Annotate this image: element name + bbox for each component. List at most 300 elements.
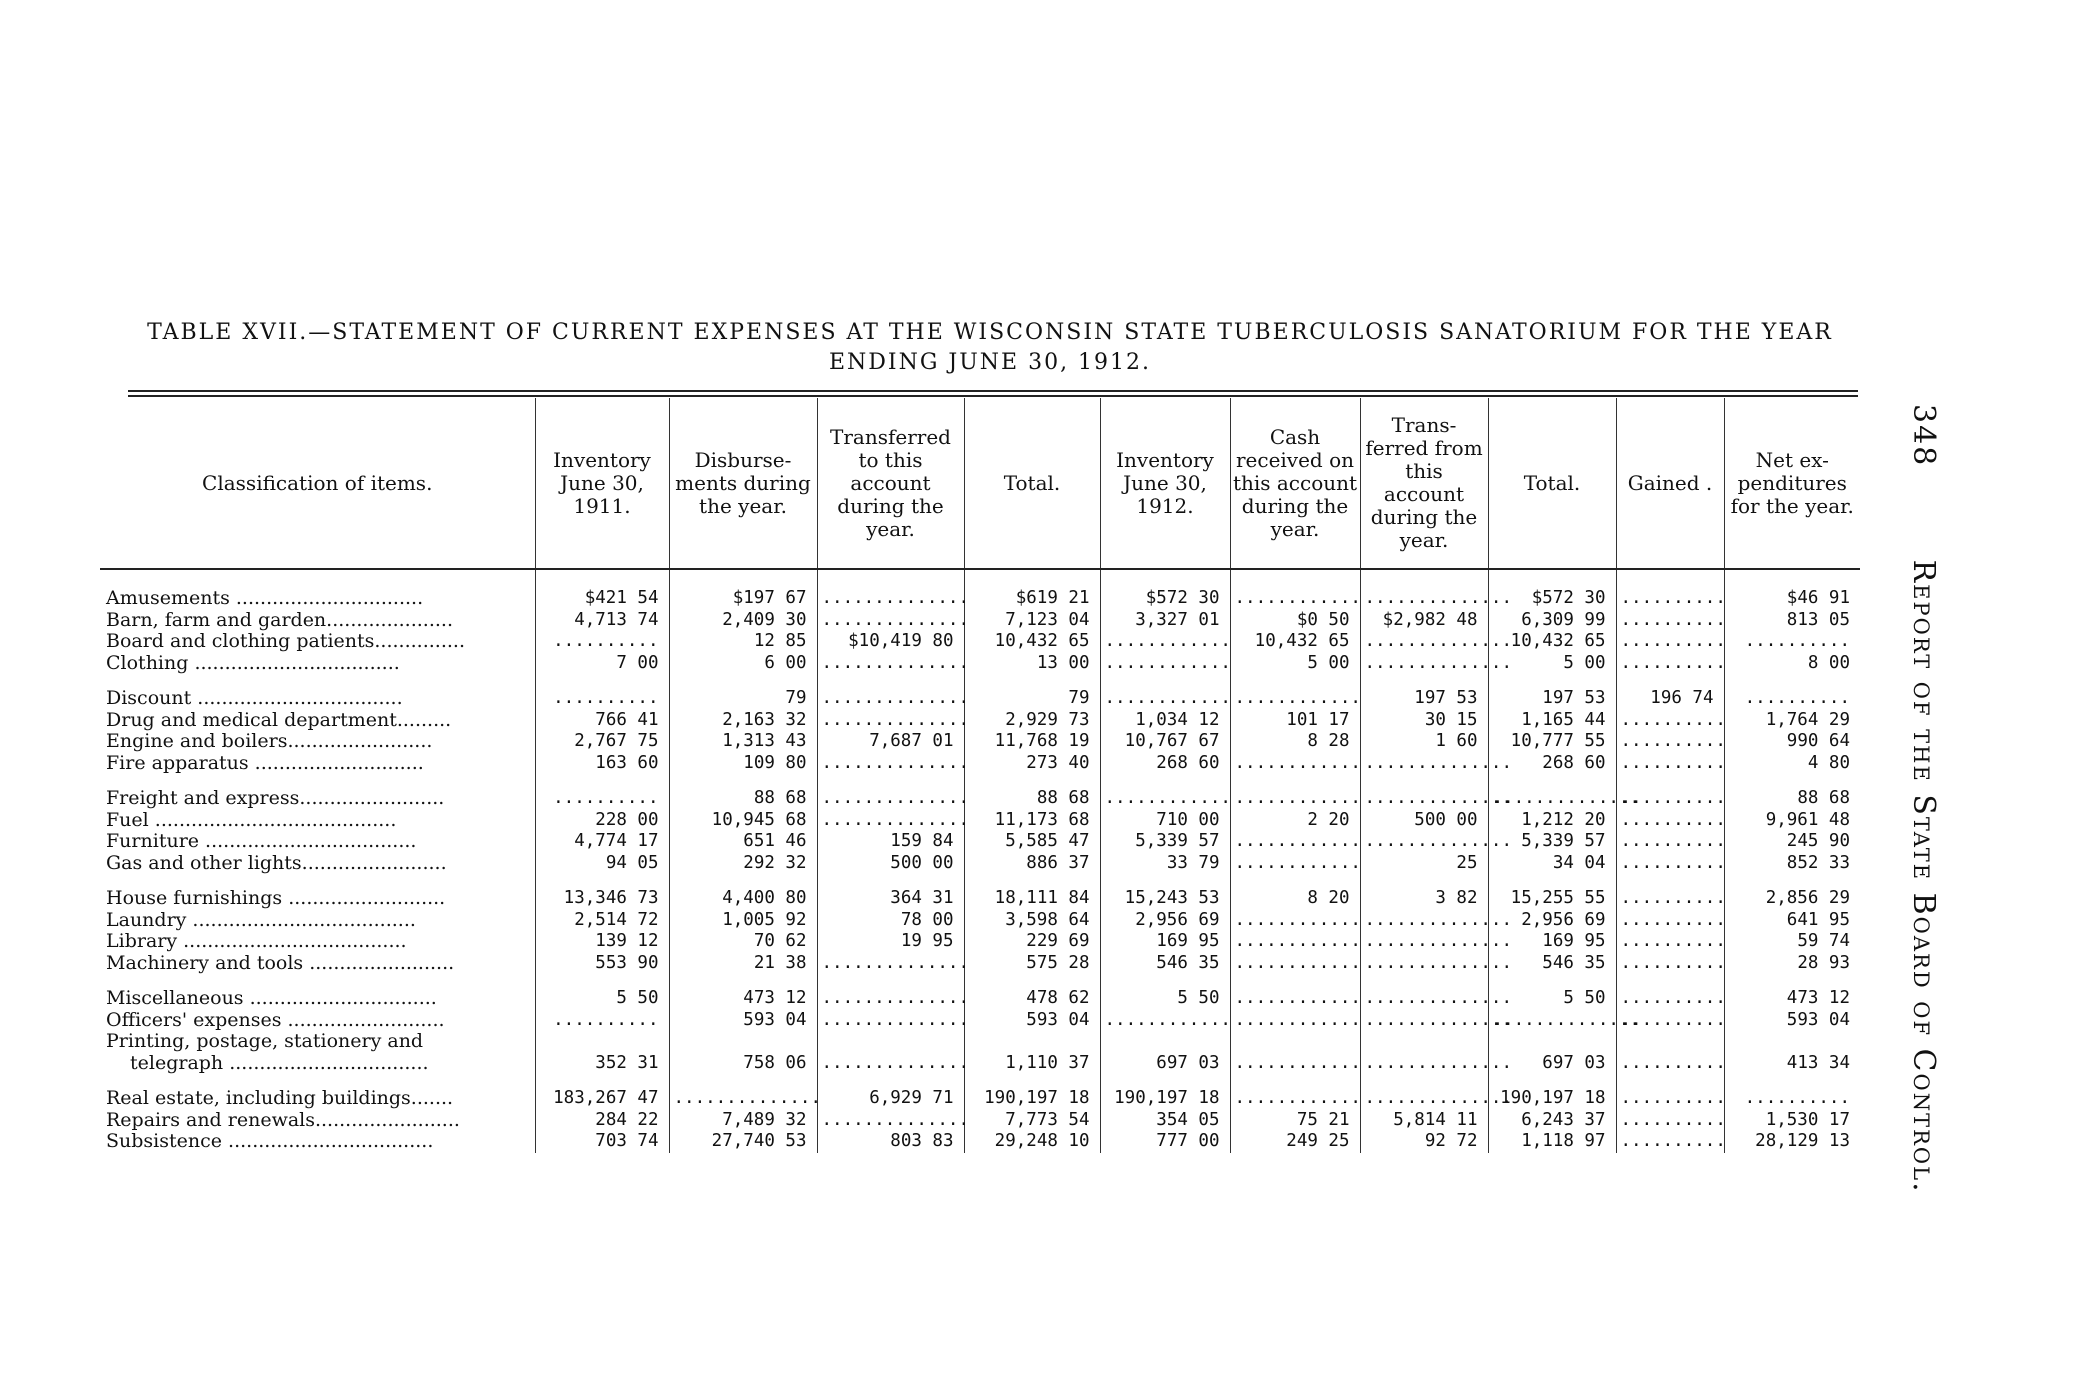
spacer-cell: [535, 974, 669, 988]
value-cell: 10,945 68: [669, 810, 817, 832]
value-cell: 2,856 29: [1724, 888, 1860, 910]
value-cell: 1,005 92: [669, 910, 817, 932]
value-cell: [964, 1031, 1100, 1053]
table-row: [100, 910, 1860, 932]
spacer-cell: [1100, 874, 1230, 888]
spacer-cell: [100, 1074, 535, 1088]
value-cell: ..............: [817, 1110, 964, 1132]
value-cell: ..............: [1360, 1053, 1488, 1075]
item-label: Clothing ..................................: [106, 652, 400, 674]
col-header: Gained .: [1616, 398, 1724, 569]
value-cell: ..........: [1616, 910, 1724, 932]
value-cell: 641 95: [1724, 910, 1860, 932]
value-cell: 2,409 30: [669, 610, 817, 632]
spacer-cell: [817, 569, 964, 588]
value-cell: 228 00: [535, 810, 669, 832]
value-cell: ..............: [817, 753, 964, 775]
value-cell: 245 90: [1724, 831, 1860, 853]
value-cell: 78 00: [817, 910, 964, 932]
table-title: [120, 318, 1860, 378]
value-cell: ..............: [1360, 931, 1488, 953]
spacer-cell: [964, 674, 1100, 688]
item-label: Fire apparatus ............................: [106, 752, 424, 774]
spacer-cell: [1616, 874, 1724, 888]
spacer-cell: [1724, 569, 1860, 588]
item-label: Freight and express........................: [106, 788, 445, 809]
value-cell: 5 50: [535, 988, 669, 1010]
value-cell: 1,530 17: [1724, 1110, 1860, 1132]
spacer-cell: [817, 674, 964, 688]
value-cell: 352 31: [535, 1053, 669, 1075]
group-spacer: [100, 774, 1860, 788]
col-header: Transferred to this account during the year.: [817, 398, 964, 569]
table-row: [100, 1053, 1860, 1075]
value-cell: 190,197 18: [1100, 1088, 1230, 1110]
spacer-cell: [100, 974, 535, 988]
item-label: Subsistence ..................................: [106, 1131, 434, 1152]
item-label: Fuel ........................................: [106, 809, 397, 831]
spacer-cell: [1488, 674, 1616, 688]
value-cell: 546 35: [1100, 953, 1230, 975]
title-line-2: ENDING JUNE 30, 1912.: [828, 350, 1152, 375]
value-cell: ............: [1100, 788, 1230, 810]
value-cell: 15,243 53: [1100, 888, 1230, 910]
value-cell: ..........: [1616, 1053, 1724, 1075]
table-row: [100, 631, 1860, 653]
value-cell: ..............: [1360, 788, 1488, 810]
running-head-text: Report of the State Board of Control.: [1906, 559, 1941, 1194]
value-cell: 284 22: [535, 1110, 669, 1132]
value-cell: 101 17: [1230, 710, 1360, 732]
item-label: Officers' expenses ..........................: [106, 1009, 445, 1031]
value-cell: ..........: [1616, 853, 1724, 875]
value-cell: ............: [1230, 910, 1360, 932]
spacer-cell: [1616, 974, 1724, 988]
spacer-cell: [1100, 774, 1230, 788]
value-cell: ............: [1100, 1010, 1230, 1032]
value-cell: ..........: [1616, 610, 1724, 632]
group-spacer: [100, 569, 1860, 588]
value-cell: 8 28: [1230, 731, 1360, 753]
table-row: [100, 610, 1860, 632]
value-cell: 5,339 57: [1100, 831, 1230, 853]
value-cell: 94 05: [535, 853, 669, 875]
value-cell: 268 60: [1100, 753, 1230, 775]
value-cell: 758 06: [669, 1053, 817, 1075]
table-row: [100, 953, 1860, 975]
spacer-cell: [100, 774, 535, 788]
value-cell: 6,243 37: [1488, 1110, 1616, 1132]
value-cell: 703 74: [535, 1131, 669, 1153]
value-cell: ............: [1230, 1088, 1360, 1110]
value-cell: ..........: [535, 1010, 669, 1032]
value-cell: ..............: [669, 1088, 817, 1110]
value-cell: 2,767 75: [535, 731, 669, 753]
table-row: [100, 1010, 1860, 1032]
spacer-cell: [1724, 974, 1860, 988]
value-cell: 10,432 65: [964, 631, 1100, 653]
table-row: [100, 831, 1860, 853]
col-header: Inventory June 30, 1911.: [535, 398, 669, 569]
value-cell: 5,814 11: [1360, 1110, 1488, 1132]
value-cell: [817, 1031, 964, 1053]
spacer-cell: [964, 774, 1100, 788]
value-cell: ..........: [1616, 653, 1724, 675]
header-row: [100, 398, 1860, 569]
value-cell: ............: [1230, 931, 1360, 953]
value-cell: ..............: [817, 688, 964, 710]
value-cell: ..........: [1616, 631, 1724, 653]
table-row: [100, 753, 1860, 775]
value-cell: 9,961 48: [1724, 810, 1860, 832]
value-cell: 886 37: [964, 853, 1100, 875]
value-cell: 197 53: [1488, 688, 1616, 710]
value-cell: ..............: [817, 710, 964, 732]
value-cell: 2 20: [1230, 810, 1360, 832]
spacer-cell: [535, 674, 669, 688]
spacer-cell: [1230, 674, 1360, 688]
value-cell: 354 05: [1100, 1110, 1230, 1132]
value-cell: ..........: [1616, 931, 1724, 953]
value-cell: [535, 1031, 669, 1053]
value-cell: ..............: [817, 653, 964, 675]
value-cell: [1360, 1031, 1488, 1053]
value-cell: ..........: [1616, 1088, 1724, 1110]
value-cell: 5 50: [1488, 988, 1616, 1010]
value-cell: 190,197 18: [1488, 1088, 1616, 1110]
spacer-cell: [1360, 674, 1488, 688]
item-label: Printing, postage, stationery and: [106, 1031, 424, 1052]
spacer-cell: [817, 774, 964, 788]
value-cell: 500 00: [1360, 810, 1488, 832]
col-header: Net ex- penditures for the year.: [1724, 398, 1860, 569]
value-cell: ..........: [1616, 788, 1724, 810]
value-cell: 473 12: [669, 988, 817, 1010]
spacer-cell: [1616, 674, 1724, 688]
value-cell: 109 80: [669, 753, 817, 775]
spacer-cell: [669, 874, 817, 888]
spacer-cell: [1230, 774, 1360, 788]
value-cell: 75 21: [1230, 1110, 1360, 1132]
spacer-cell: [100, 569, 535, 588]
value-cell: $572 30: [1100, 588, 1230, 610]
value-cell: ..............: [817, 810, 964, 832]
value-cell: ..............: [1360, 1088, 1488, 1110]
table-row: [100, 688, 1860, 710]
value-cell: ..........: [1616, 810, 1724, 832]
value-cell: ............: [1230, 588, 1360, 610]
value-cell: [1724, 1031, 1860, 1053]
value-cell: 803 83: [817, 1131, 964, 1153]
value-cell: 169 95: [1100, 931, 1230, 953]
item-label: Amusements ...............................: [106, 588, 424, 609]
value-cell: [1488, 1031, 1616, 1053]
spacer-cell: [817, 1074, 964, 1088]
spacer-cell: [1616, 774, 1724, 788]
value-cell: 79: [964, 688, 1100, 710]
item-label: House furnishings ..........................: [106, 888, 446, 909]
value-cell: ............: [1100, 631, 1230, 653]
spacer-cell: [817, 974, 964, 988]
value-cell: ..........: [1616, 588, 1724, 610]
value-cell: 7 00: [535, 653, 669, 675]
value-cell: 4,713 74: [535, 610, 669, 632]
spacer-cell: [669, 974, 817, 988]
value-cell: ..............: [1360, 653, 1488, 675]
value-cell: 697 03: [1100, 1053, 1230, 1075]
item-label: Engine and boilers........................: [106, 731, 433, 752]
value-cell: ..............: [817, 788, 964, 810]
value-cell: 593 04: [964, 1010, 1100, 1032]
value-cell: 28,129 13: [1724, 1131, 1860, 1153]
table-row: [100, 853, 1860, 875]
spacer-cell: [669, 1074, 817, 1088]
value-cell: 29,248 10: [964, 1131, 1100, 1153]
value-cell: 1,313 43: [669, 731, 817, 753]
value-cell: 7,489 32: [669, 1110, 817, 1132]
spacer-cell: [535, 569, 669, 588]
value-cell: 13 00: [964, 653, 1100, 675]
value-cell: 6,929 71: [817, 1088, 964, 1110]
value-cell: 5,339 57: [1488, 831, 1616, 853]
value-cell: 1,034 12: [1100, 710, 1230, 732]
value-cell: ..............: [817, 588, 964, 610]
item-label: Repairs and renewals........................: [106, 1109, 460, 1131]
value-cell: ..............: [1360, 1010, 1488, 1032]
value-cell: 268 60: [1488, 753, 1616, 775]
spacer-cell: [535, 774, 669, 788]
value-cell: ..............: [817, 953, 964, 975]
value-cell: 5,585 47: [964, 831, 1100, 853]
value-cell: 28 93: [1724, 953, 1860, 975]
table-row: [100, 988, 1860, 1010]
value-cell: ............: [1230, 853, 1360, 875]
value-cell: 364 31: [817, 888, 964, 910]
value-cell: ..............: [1488, 1010, 1616, 1032]
value-cell: ..............: [1360, 910, 1488, 932]
value-cell: 593 04: [1724, 1010, 1860, 1032]
value-cell: 249 25: [1230, 1131, 1360, 1153]
table-row: [100, 1031, 1860, 1053]
value-cell: 10,767 67: [1100, 731, 1230, 753]
value-cell: 1,212 20: [1488, 810, 1616, 832]
spacer-cell: [1488, 774, 1616, 788]
item-label: Gas and other lights........................: [106, 852, 447, 874]
value-cell: 33 79: [1100, 853, 1230, 875]
value-cell: ..........: [1616, 831, 1724, 853]
value-cell: ..........: [1616, 888, 1724, 910]
spacer-cell: [669, 569, 817, 588]
value-cell: ..........: [1616, 953, 1724, 975]
value-cell: ..........: [1616, 1110, 1724, 1132]
value-cell: 273 40: [964, 753, 1100, 775]
col-header: Inventory June 30, 1912.: [1100, 398, 1230, 569]
spacer-cell: [1230, 874, 1360, 888]
value-cell: ............: [1230, 1010, 1360, 1032]
value-cell: 15,255 55: [1488, 888, 1616, 910]
spacer-cell: [1360, 774, 1488, 788]
value-cell: 4 80: [1724, 753, 1860, 775]
value-cell: 27,740 53: [669, 1131, 817, 1153]
spacer-cell: [100, 674, 535, 688]
value-cell: 13,346 73: [535, 888, 669, 910]
spacer-cell: [535, 1074, 669, 1088]
value-cell: $197 67: [669, 588, 817, 610]
table-row: [100, 788, 1860, 810]
value-cell: $619 21: [964, 588, 1100, 610]
value-cell: ............: [1230, 1053, 1360, 1075]
value-cell: ..........: [1616, 1131, 1724, 1153]
value-cell: 852 33: [1724, 853, 1860, 875]
value-cell: 12 85: [669, 631, 817, 653]
value-cell: 11,173 68: [964, 810, 1100, 832]
value-cell: 473 12: [1724, 988, 1860, 1010]
value-cell: 19 95: [817, 931, 964, 953]
col-header: Total.: [964, 398, 1100, 569]
spacer-cell: [1230, 569, 1360, 588]
value-cell: 8 20: [1230, 888, 1360, 910]
value-cell: 30 15: [1360, 710, 1488, 732]
spacer-cell: [1488, 1074, 1616, 1088]
value-cell: $2,982 48: [1360, 610, 1488, 632]
value-cell: ..............: [817, 610, 964, 632]
value-cell: ..........: [1616, 710, 1724, 732]
value-cell: 70 62: [669, 931, 817, 953]
value-cell: 59 74: [1724, 931, 1860, 953]
spacer-cell: [1100, 674, 1230, 688]
value-cell: ............: [1100, 653, 1230, 675]
value-cell: ............: [1230, 953, 1360, 975]
expense-table: [100, 398, 1860, 1153]
value-cell: 3,598 64: [964, 910, 1100, 932]
value-cell: 553 90: [535, 953, 669, 975]
item-label: Discount ..................................: [106, 688, 403, 709]
value-cell: 710 00: [1100, 810, 1230, 832]
value-cell: 5 00: [1230, 653, 1360, 675]
item-label: telegraph .................................: [130, 1052, 429, 1074]
value-cell: [1230, 1031, 1360, 1053]
spacer-cell: [1616, 1074, 1724, 1088]
value-cell: ..........: [535, 688, 669, 710]
value-cell: 7,773 54: [964, 1110, 1100, 1132]
value-cell: 990 64: [1724, 731, 1860, 753]
item-label: Machinery and tools ........................: [106, 952, 455, 974]
value-cell: 21 38: [669, 953, 817, 975]
value-cell: ..........: [1724, 631, 1860, 653]
value-cell: ..........: [1616, 1010, 1724, 1032]
table-row: [100, 810, 1860, 832]
value-cell: [1100, 1031, 1230, 1053]
col-header: Cash received on this account during the year.: [1230, 398, 1360, 569]
value-cell: ..........: [1616, 731, 1724, 753]
page-number: 348: [1906, 404, 1941, 468]
value-cell: 1,118 97: [1488, 1131, 1616, 1153]
table-row: [100, 1088, 1860, 1110]
spacer-cell: [1488, 974, 1616, 988]
value-cell: 159 84: [817, 831, 964, 853]
value-cell: $421 54: [535, 588, 669, 610]
value-cell: 11,768 19: [964, 731, 1100, 753]
value-cell: ............: [1100, 688, 1230, 710]
table-row: [100, 588, 1860, 610]
spacer-cell: [1488, 569, 1616, 588]
value-cell: 766 41: [535, 710, 669, 732]
value-cell: ..............: [1360, 831, 1488, 853]
table-row: [100, 1110, 1860, 1132]
value-cell: ..........: [1724, 1088, 1860, 1110]
value-cell: 413 34: [1724, 1053, 1860, 1075]
value-cell: $46 91: [1724, 588, 1860, 610]
value-cell: ............: [1230, 988, 1360, 1010]
value-cell: 183,267 47: [535, 1088, 669, 1110]
table-row: [100, 1131, 1860, 1153]
value-cell: ..............: [1360, 753, 1488, 775]
spacer-cell: [1100, 569, 1230, 588]
spacer-cell: [1360, 974, 1488, 988]
spacer-cell: [1724, 874, 1860, 888]
col-header: Disburse- ments during the year.: [669, 398, 817, 569]
value-cell: 190,197 18: [964, 1088, 1100, 1110]
value-cell: 2,163 32: [669, 710, 817, 732]
table-row: [100, 888, 1860, 910]
value-cell: 139 12: [535, 931, 669, 953]
value-cell: 2,956 69: [1100, 910, 1230, 932]
item-label: Drug and medical department.........: [106, 709, 452, 731]
spacer-cell: [1360, 874, 1488, 888]
value-cell: 88 68: [669, 788, 817, 810]
value-cell: 10,777 55: [1488, 731, 1616, 753]
value-cell: 478 62: [964, 988, 1100, 1010]
value-cell: ..............: [1360, 631, 1488, 653]
value-cell: 4,400 80: [669, 888, 817, 910]
value-cell: 10,432 65: [1230, 631, 1360, 653]
value-cell: ..........: [1724, 688, 1860, 710]
value-cell: 6,309 99: [1488, 610, 1616, 632]
value-cell: 5 00: [1488, 653, 1616, 675]
value-cell: 813 05: [1724, 610, 1860, 632]
spacer-cell: [669, 674, 817, 688]
value-cell: ............: [1230, 753, 1360, 775]
value-cell: 1,110 37: [964, 1053, 1100, 1075]
value-cell: ..........: [535, 788, 669, 810]
value-cell: 34 04: [1488, 853, 1616, 875]
value-cell: 651 46: [669, 831, 817, 853]
value-cell: [669, 1031, 817, 1053]
value-cell: 88 68: [964, 788, 1100, 810]
item-label: Library .....................................: [106, 931, 407, 952]
table-body: [100, 569, 1860, 1153]
value-cell: ..............: [1360, 953, 1488, 975]
col-header: Total.: [1488, 398, 1616, 569]
value-cell: 2,929 73: [964, 710, 1100, 732]
value-cell: ..............: [817, 988, 964, 1010]
spacer-cell: [817, 874, 964, 888]
title-line-1: TABLE XVII.—STATEMENT OF CURRENT EXPENSES AT THE WISCONSIN STATE TUBERCULOSIS SANATORIUM FOR THE YEAR: [147, 320, 1833, 345]
value-cell: 88 68: [1724, 788, 1860, 810]
group-spacer: [100, 974, 1860, 988]
value-cell: 3 82: [1360, 888, 1488, 910]
value-cell: 79: [669, 688, 817, 710]
value-cell: 2,514 72: [535, 910, 669, 932]
value-cell: 8 00: [1724, 653, 1860, 675]
spacer-cell: [1230, 1074, 1360, 1088]
value-cell: 575 28: [964, 953, 1100, 975]
value-cell: 229 69: [964, 931, 1100, 953]
double-rule-top: [128, 390, 1858, 392]
value-cell: 777 00: [1100, 1131, 1230, 1153]
value-cell: ..........: [1616, 753, 1724, 775]
item-label: Furniture ...................................: [106, 831, 417, 852]
